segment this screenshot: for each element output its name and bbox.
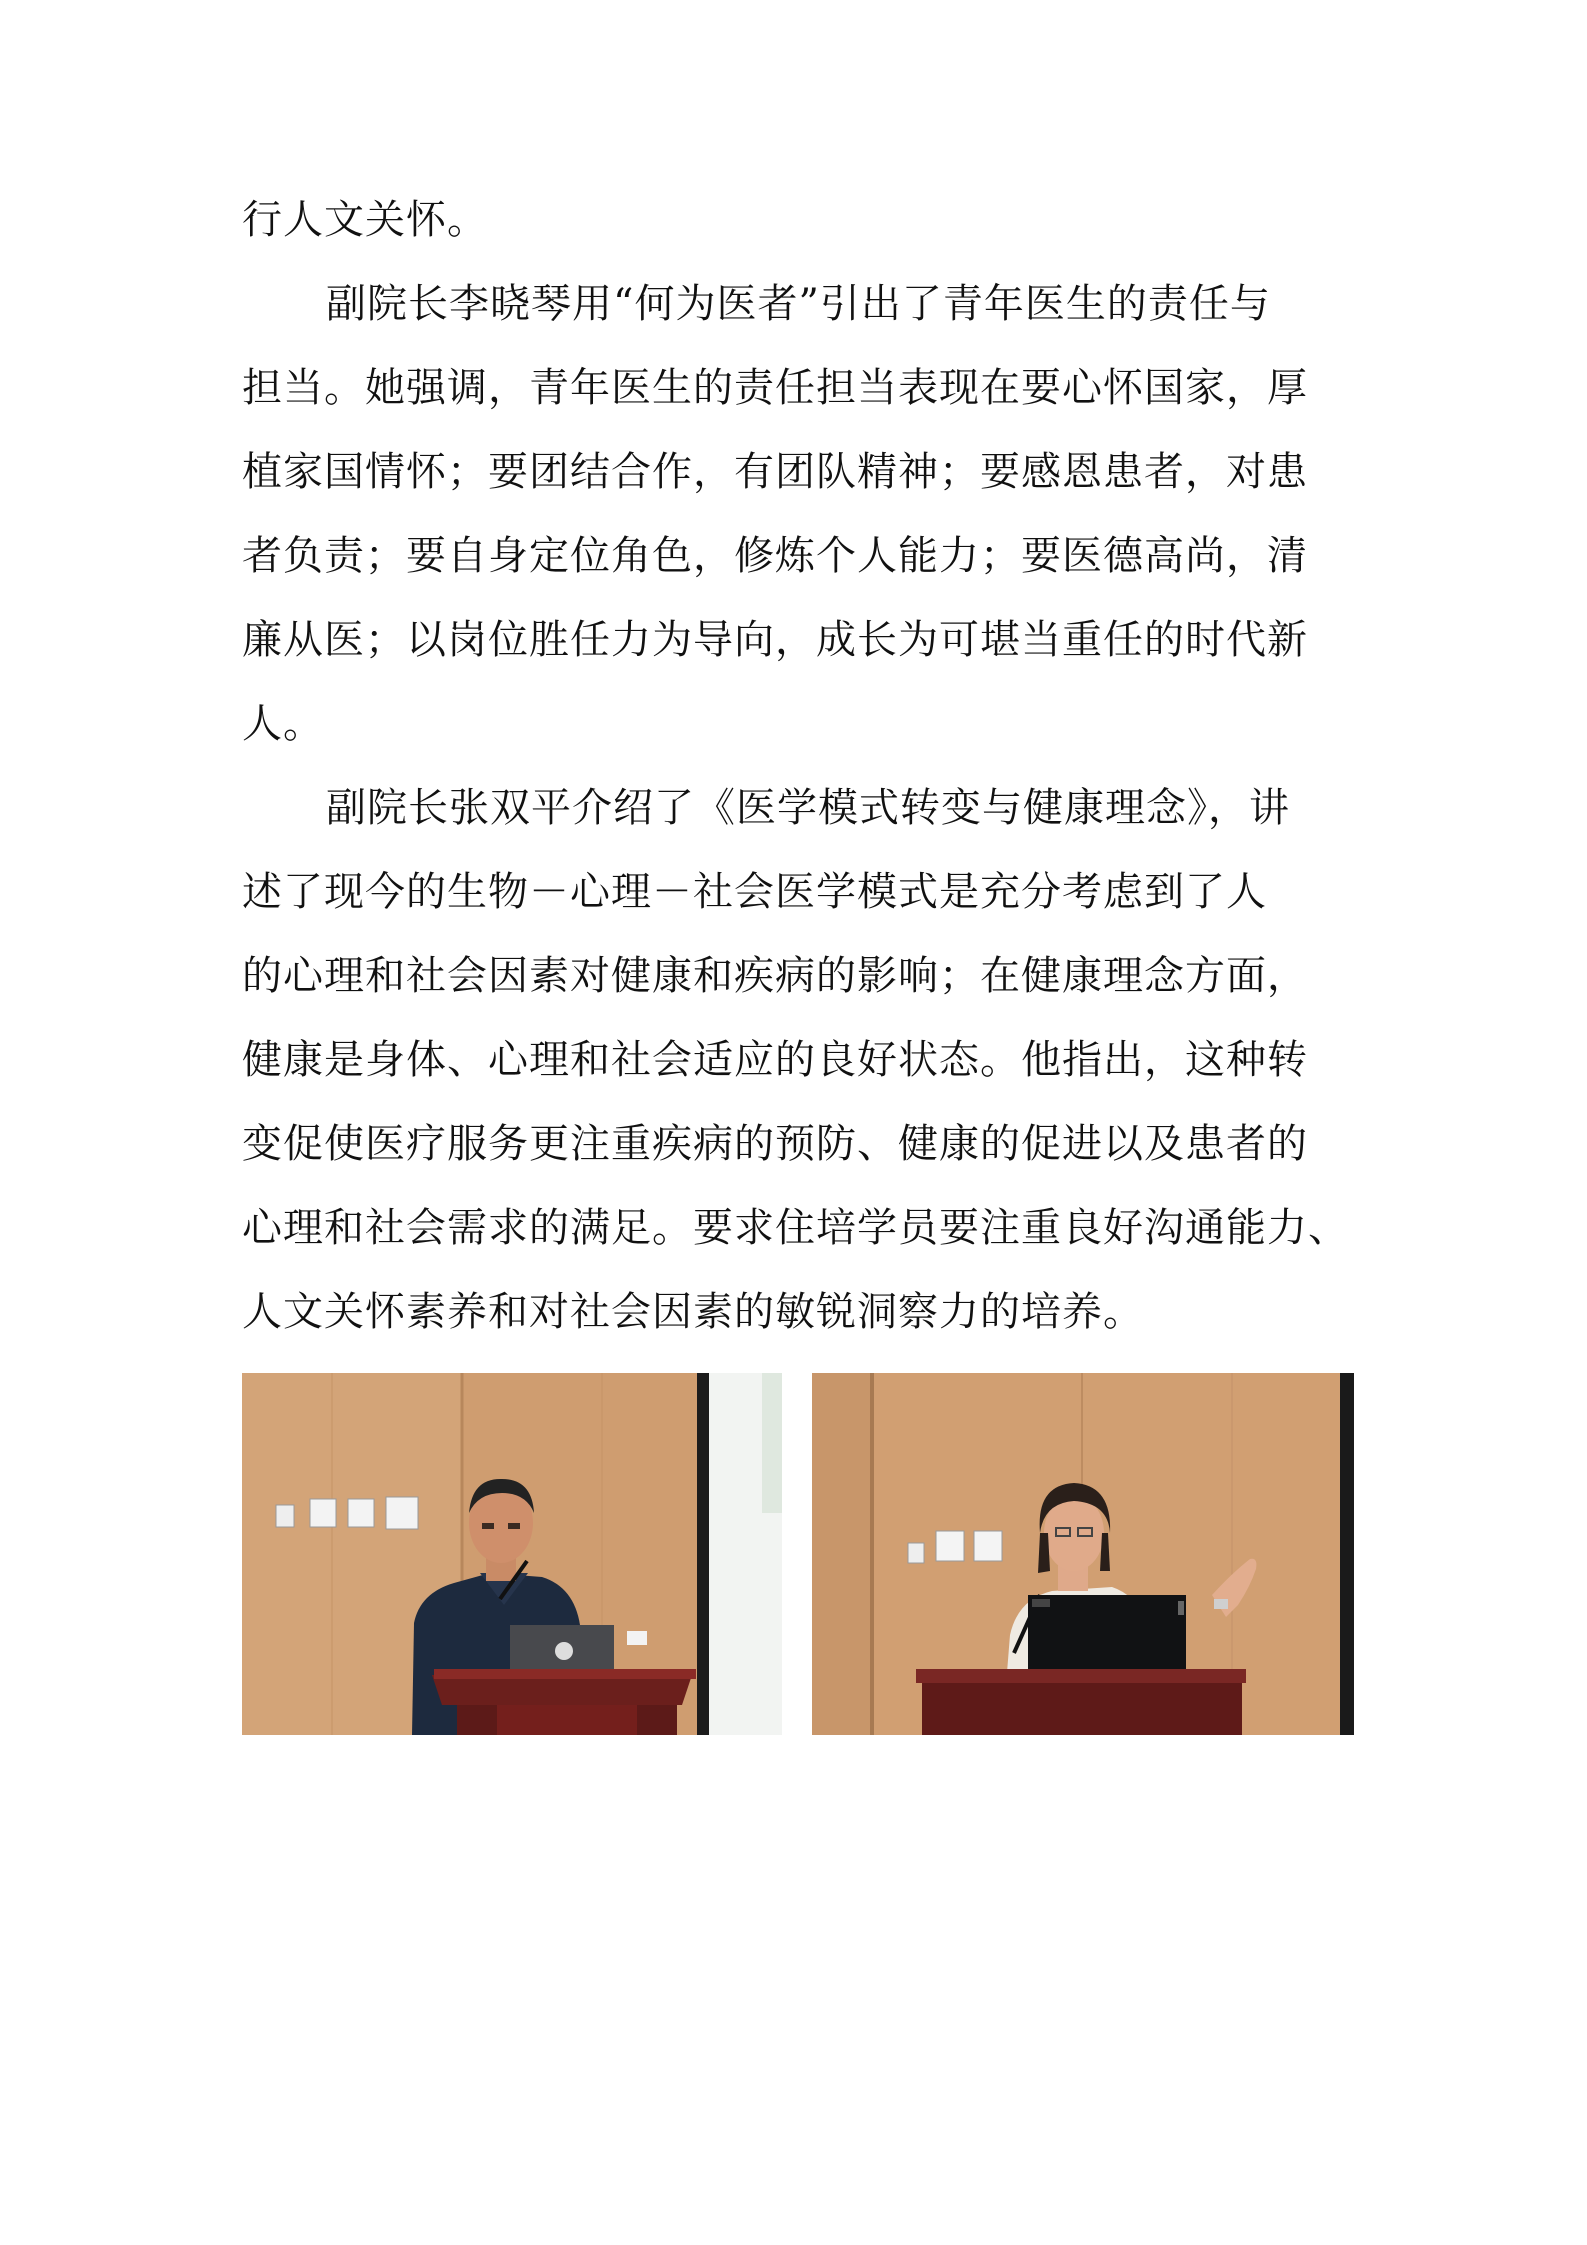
paragraph-line: 行人文关怀。: [242, 197, 488, 243]
paragraph-line: 者负责；要自身定位角色，修炼个人能力；要医德高尚，清: [242, 533, 1308, 579]
paragraph-line: 植家国情怀；要团结合作，有团队精神；要感恩患者，对患: [242, 449, 1308, 495]
paragraph-line: 副院长李晓琴用“何为医者”引出了青年医生的责任与: [326, 281, 1271, 327]
paragraph-line: 副院长张双平介绍了《医学模式转变与健康理念》，讲: [326, 785, 1290, 831]
paragraph-line: 心理和社会需求的满足。要求住培学员要注重良好沟通能力、: [242, 1205, 1349, 1251]
paragraph-line: 的心理和社会因素对健康和疾病的影响；在健康理念方面，: [242, 953, 1308, 999]
paragraph-line: 担当。她强调，青年医生的责任担当表现在要心怀国家，厚: [242, 365, 1308, 411]
paragraph-line: 人文关怀素养和对社会因素的敏锐洞察力的培养。: [242, 1289, 1144, 1335]
paragraph-line: 变促使医疗服务更注重疾病的预防、健康的促进以及患者的: [242, 1121, 1308, 1167]
paragraph-line: 人。: [242, 701, 324, 747]
paragraph-line: 述了现今的生物－心理－社会医学模式是充分考虑到了人: [242, 869, 1267, 915]
photo-man-speaking-at-podium: [242, 1373, 782, 1735]
paragraph-line: 健康是身体、心理和社会适应的良好状态。他指出，这种转: [242, 1037, 1308, 1083]
paragraph-line: 廉从医；以岗位胜任力为导向，成长为可堪当重任的时代新: [242, 617, 1308, 663]
photo-woman-speaking-at-podium: [812, 1373, 1354, 1735]
